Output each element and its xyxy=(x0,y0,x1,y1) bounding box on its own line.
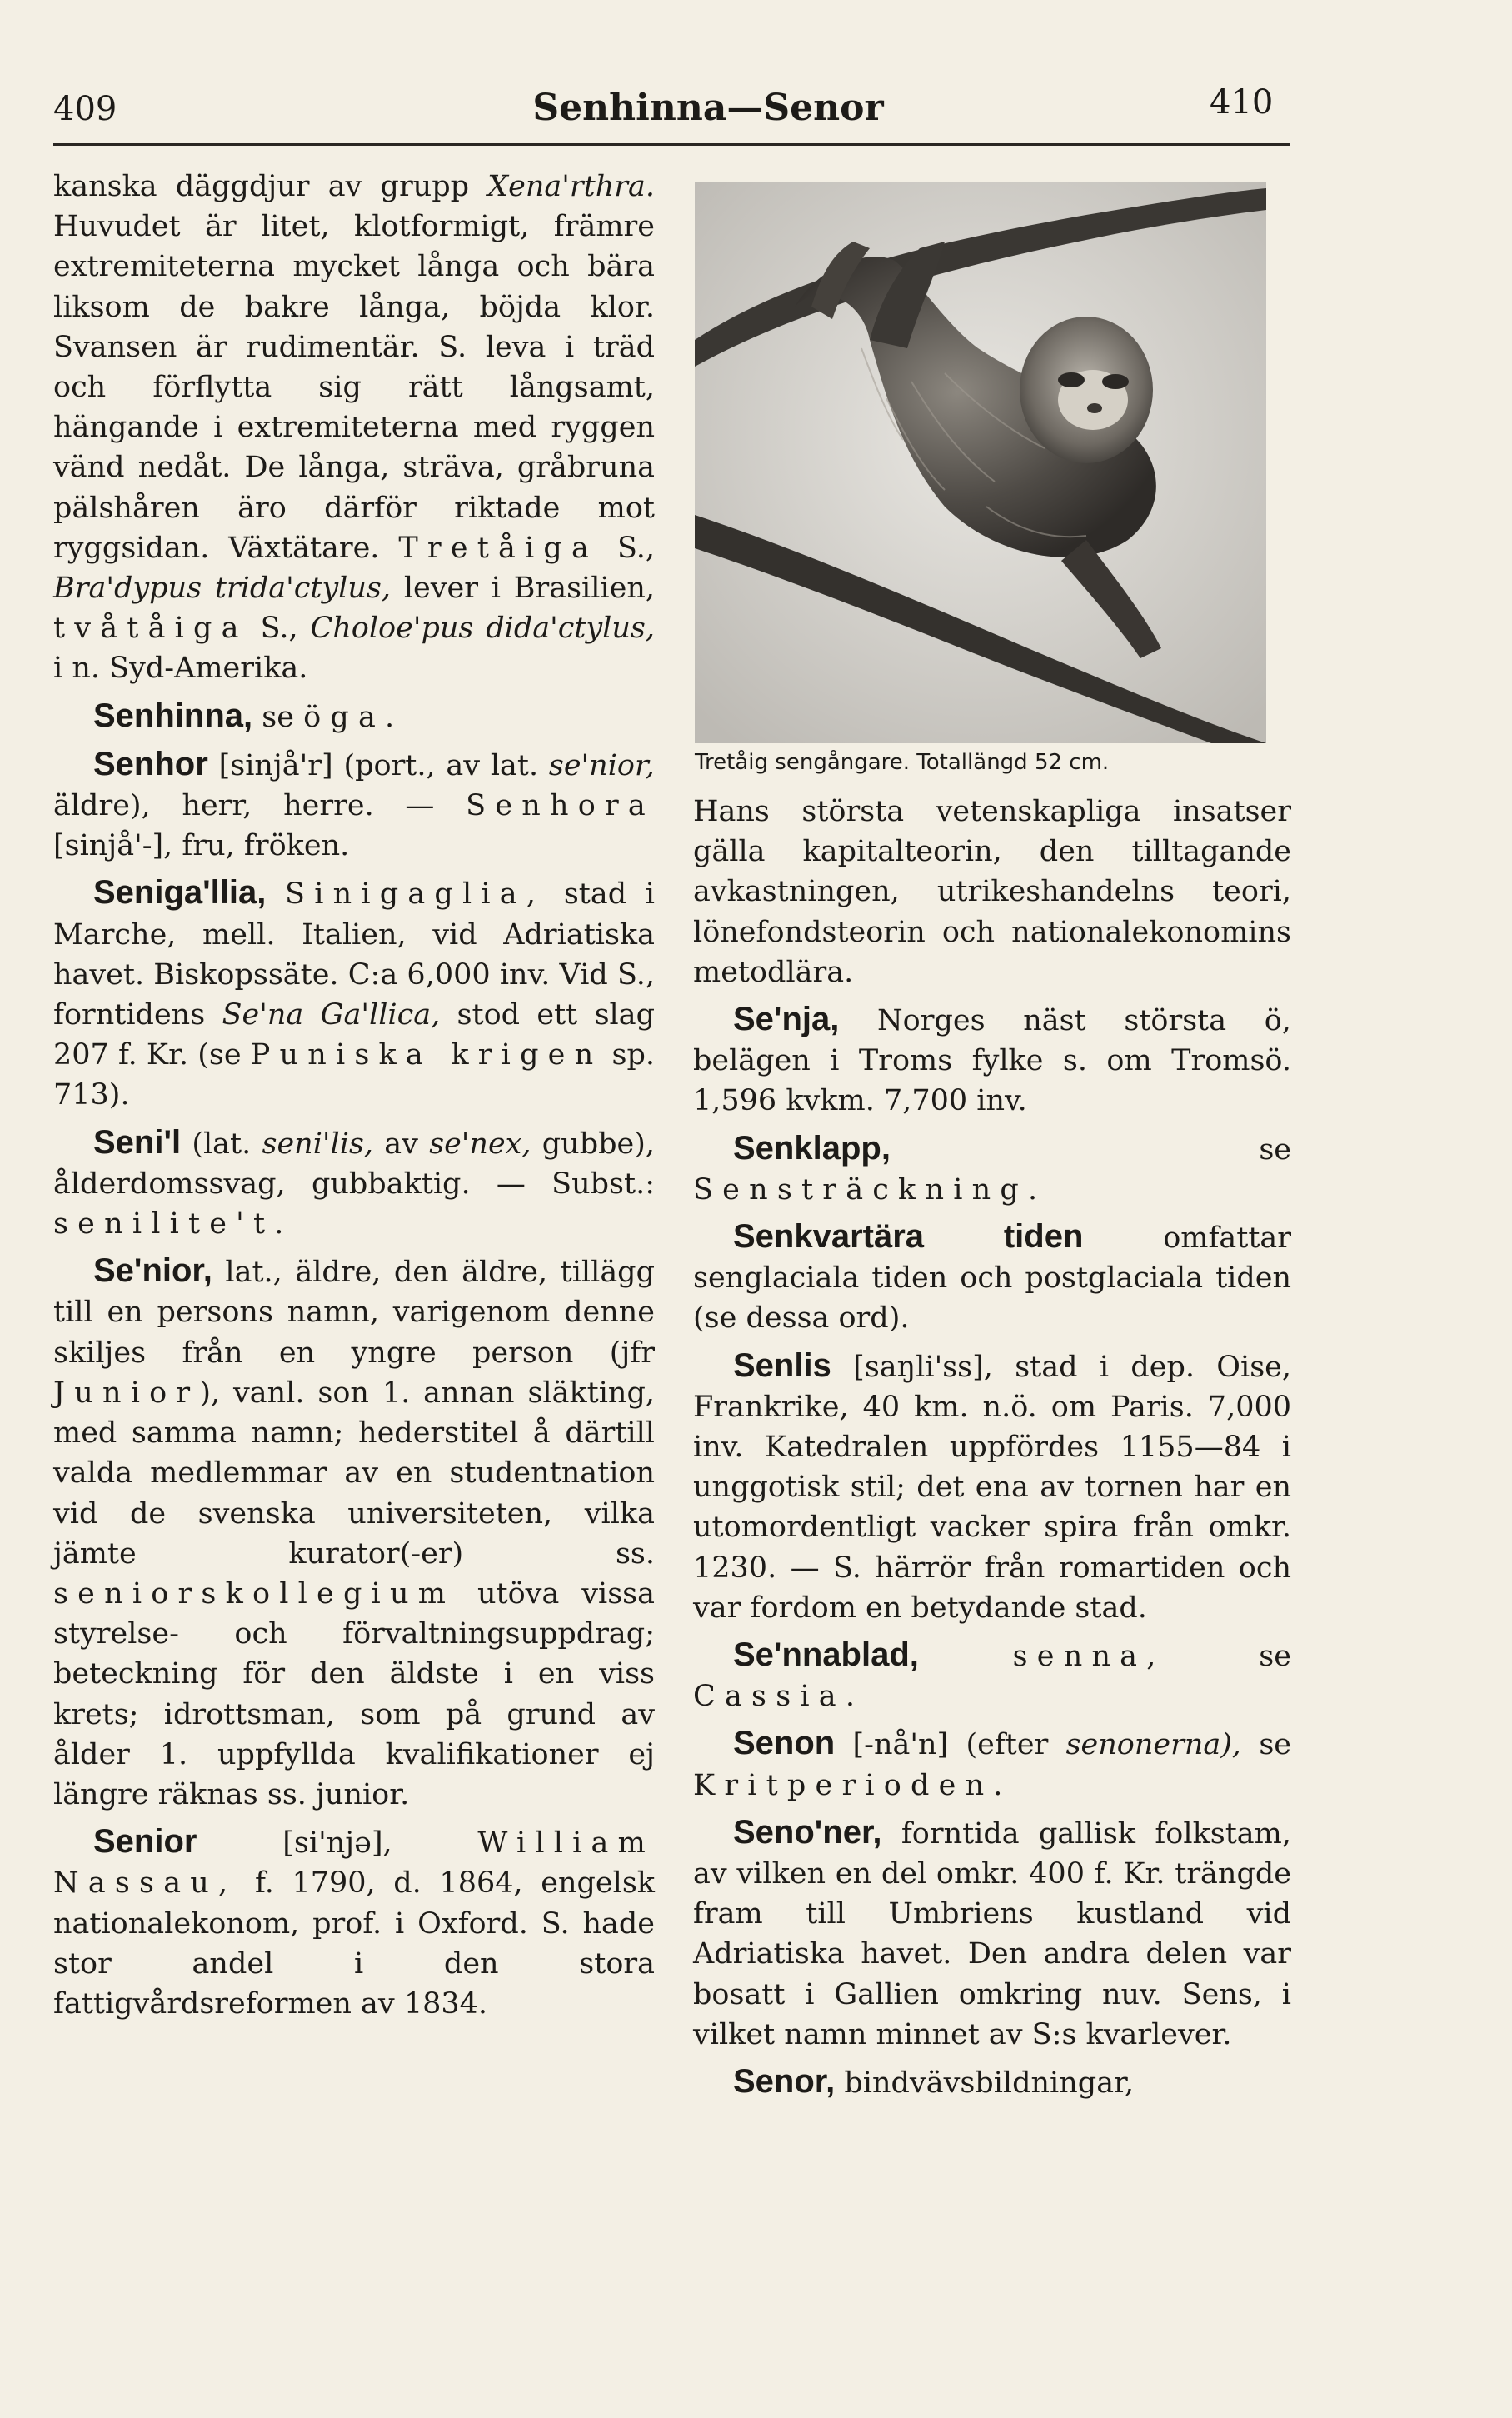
entry-senon: Senon [-nå'n] (efter senonerna), se Kritperioden. xyxy=(693,1725,1291,1802)
headword: Senhor xyxy=(93,745,208,782)
headword: Senior xyxy=(93,1823,197,1861)
entry-sennablad: Se'nnablad, senna, se Cassia. xyxy=(693,1636,1291,1714)
entry-senor: Senor, bindvävsbildningar, xyxy=(733,2063,1135,2101)
entry-senklapp: Senklapp, se Sensträckning. xyxy=(693,1129,1291,1207)
entry-sengangare-continued: kanska däggdjur av grupp Xena'rthra. Huvudet är litet, klotformigt, främre extremiteterna mycket långa och bära liksom de bakre långa, böjda klor. Svansen är rudimentär. S. leva i träd och förflytta sig rätt långsamt, hängande i extremiteterna med ryggen vänd nedåt. De långa, sträva, gråbruna pälshåren äro därför riktade mot ryggsidan. Växtätare. Tretåiga S., Bra'dypus trida'ctylus, lever i Brasilien, tvåtåiga S., Choloe'pus dida'ctylus, i n. Syd-Amerika. xyxy=(53,170,656,686)
sloth-photo xyxy=(695,182,1266,743)
entry-senoner: Seno'ner, forntida gallisk folkstam, av vilken en del omkr. 400 f. Kr. trängde fram till Umbriens kustland vid Adriatiska havet. Den andra delen var bosatt i Gallien omkring nuv. Sens, i vilket namn minnet av S:s kvarlever. xyxy=(693,1813,1291,2051)
headword: Senkvartära tiden xyxy=(733,1218,1084,1256)
entry-senior-continued: Hans största vetenskapliga insatser gälla kapitalteorin, den tilltagande avkastningen, utrikeshandelns teori, lönefondsteorin och nationalekonomins metodlära. xyxy=(693,795,1291,989)
entry-senhor: Senhor [sinjå'r] (port., av lat. se'nior, äldre), herr, herre. — Senhora [sinjå'-], fru, fröken. xyxy=(53,745,655,863)
photo-caption: Tretåig sengångare. Totallängd 52 cm. xyxy=(695,750,1110,775)
entry-senja: Se'nja, Norges näst största ö, belägen i Troms fylke s. om Tromsö. 1,596 kvkm. 7,700 inv. xyxy=(693,1001,1291,1118)
right-column xyxy=(693,792,1291,2110)
running-header: Senhinna—Senor xyxy=(532,87,884,129)
headword: Senklapp, xyxy=(733,1129,891,1167)
headword: Seniga'llia, xyxy=(93,874,267,912)
page-number-left: 409 xyxy=(53,90,117,128)
headword: Senor, xyxy=(733,2063,836,2101)
entry-senhinna: Senhinna, se öga. xyxy=(93,697,404,734)
headword: Seni'l xyxy=(93,1123,182,1161)
headword: Se'nior, xyxy=(93,1252,212,1290)
entry-senigallia: Seniga'llia, Sinigaglia, stad i Marche, mell. Italien, vid Adriatiska havet. Biskopssäte. C:a 6,000 inv. Vid S., forntidens Se'na Ga'llica, stod ett slag 207 f. Kr. (se Puniska krigen sp. 713). xyxy=(53,874,656,1112)
entry-senlis: Senlis [saŋli'ss], stad i dep. Oise, Frankrike, 40 km. n.ö. om Paris. 7,000 inv. Katedralen uppfördes 1155—84 i unggotisk stil; det ena av tornen har en utomordentligt vacker spira från omkr. 1230. — S. härrör från romartiden och var fordom en betydande stad. xyxy=(693,1346,1291,1625)
headword: Senon xyxy=(733,1725,836,1762)
headword: Se'nja, xyxy=(733,1001,840,1038)
header-rule xyxy=(53,143,1290,146)
left-column xyxy=(53,167,655,2031)
headword: Senlis xyxy=(733,1346,831,1384)
entry-senior-lat: Se'nior, lat., äldre, den äldre, tillägg till en persons namn, varigenom denne skiljes från en yngre person (jfr Junior), vanl. son 1. annan släkting, med samma namn; hederstitel å därtill valda medlemmar av en studentnation vid de svenska universiteten, vilka jämte kurator(-er) ss. seniorskollegium utöva vissa styrelse- och förvaltningsuppdrag; beteckning för den äldste i en viss krets; idrottsman, som på grund av ålder 1. uppfyllda kvalifikationer ej längre räknas ss. junior. xyxy=(53,1252,655,1811)
entry-senior-william: Senior [si'njə], William Nassau, f. 1790, d. 1864, engelsk nationalekonom, prof. i Oxford. S. hade stor andel i den stora fattigvårdsreformen av 1834. xyxy=(53,1823,655,2021)
headword: Senhinna, xyxy=(93,697,253,734)
headword: Se'nnablad, xyxy=(733,1636,919,1674)
page-number-right: 410 xyxy=(1210,83,1274,122)
entry-senil: Seni'l (lat. seni'lis, av se'nex, gubbe), ålderdomssvag, gubbaktig. — Subst.: senilite't. xyxy=(53,1123,656,1241)
headword: Seno'ner, xyxy=(733,1813,882,1851)
entry-senkvartara-tiden: Senkvartära tiden omfattar senglaciala tiden och postglaciala tiden (se dessa ord). xyxy=(693,1218,1292,1336)
